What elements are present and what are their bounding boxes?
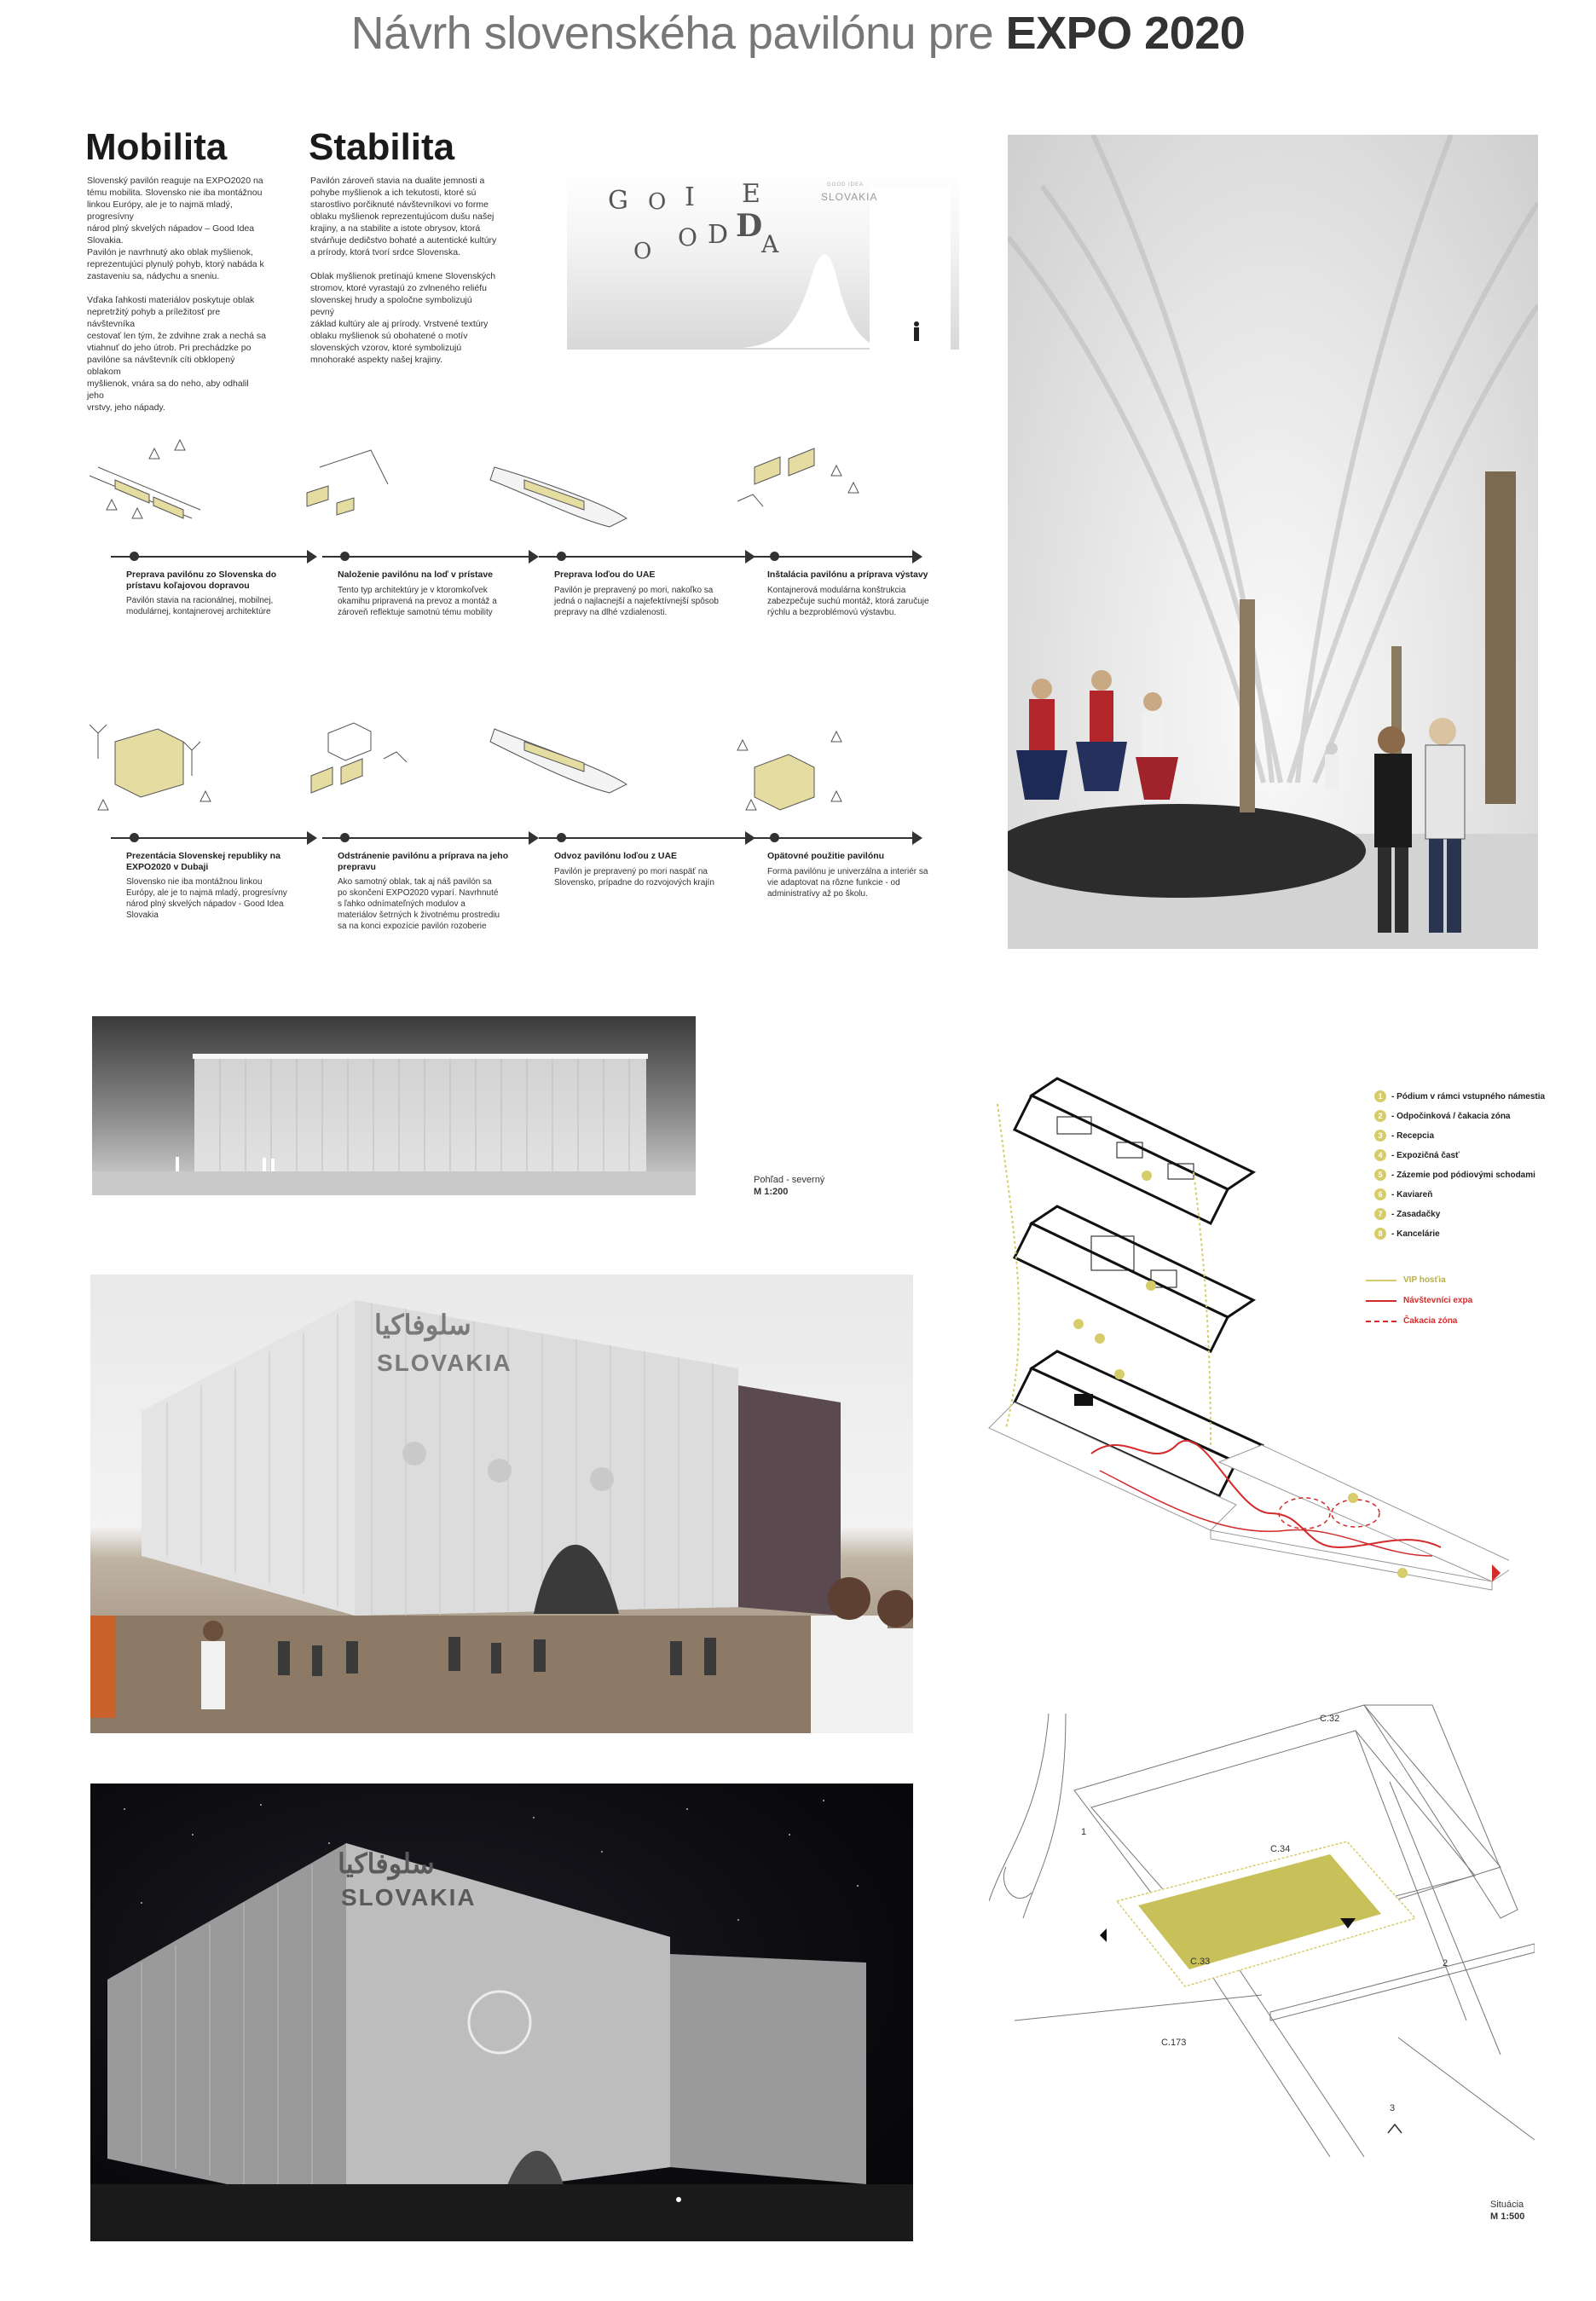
motto-logo-big: SLOVAKIA — [821, 191, 878, 203]
step-desc: Pavilón je prepravený po mori, nakoľko sa jedná o najlacnejší a najefektívnejší spôsob prepravy na dlhé vzdialenosti. — [554, 586, 719, 617]
legend-label: - Expozičná časť — [1391, 1150, 1460, 1160]
motto-letter-a: A — [761, 230, 779, 258]
site-label-c173: C.173 — [1161, 2038, 1187, 2048]
route-swatch-waiting — [1366, 1321, 1396, 1322]
motto-letter-e: E — [742, 179, 760, 209]
legend-label: - Kaviareň — [1391, 1189, 1433, 1200]
step-title: Naloženie pavilónu na loď v prístave — [338, 569, 494, 580]
mobilita-text: Slovenský pavilón reaguje na EXPO2020 na tému mobilita. Slovensko nie iba montážnou linkou Európy, ale je to najmä mladý, progresívny národ plný skvelých nápadov – Good Idea Slovakia. Pavilón je navrhnutý ako oblak myšlienok, reprezentujúci plynulý pohyb, ktorý nabáda k zastaveniu sa, nádychu a sneniu. Vďaka ľahkosti materiálov poskytuje oblak nepretržitý pohyb a príležitosť pre návštevníka cestovať len tým, že zdvihne zrak a nechá sa vtiahnuť do jeho útrob. Pri prechádzke po pavilóne sa návštevník cíti obklopený oblakom myšlienok, vnára sa do neho, aby odhalil jeho vrstvy, jeho nápady. — [87, 176, 266, 413]
mobilita-heading: Mobilita — [85, 126, 228, 168]
legend-item-7 — [1374, 1208, 1440, 1220]
step-title: Preprava pavilónu zo Slovenska do prístavu koľajovou dopravou — [126, 569, 277, 591]
legend-num: 5 — [1374, 1169, 1386, 1181]
legend-item-5 — [1374, 1169, 1535, 1181]
title-main: Návrh slovenskéha pavilónu pre — [350, 8, 1006, 59]
site-caption: Situácia — [1490, 2200, 1524, 2210]
site-label-c33: C.33 — [1190, 1957, 1211, 1967]
interior-drawing — [1008, 135, 1538, 949]
night-exterior-render — [90, 1784, 913, 2241]
legend-num: 4 — [1374, 1149, 1386, 1161]
step-desc: Ako samotný oblak, tak aj náš pavilón sa po skončení EXPO2020 vyparí. Navrhnuté s ľahko odnímateľných modulov a materiálov šetrných k životnému prostrediu sa na konci expozície pavilón rozoberie — [338, 877, 500, 931]
elevation-label: Pohľad - severný — [754, 1175, 825, 1185]
interior-render — [1008, 135, 1538, 949]
legend-num: 8 — [1374, 1228, 1386, 1240]
day-exterior-render — [90, 1275, 913, 1733]
night-signage-latin: SLOVAKIA — [341, 1884, 477, 1911]
legend-item-2 — [1374, 1110, 1511, 1122]
night-signage-arabic: سلوفاكيا — [338, 1848, 435, 1879]
legend-route-vip — [1366, 1275, 1446, 1285]
legend-label: - Odpočinková / čakacia zóna — [1391, 1111, 1511, 1121]
legend-item-1 — [1374, 1090, 1545, 1102]
legend-item-8 — [1374, 1228, 1440, 1240]
step-title: Odvoz pavilónu loďou z UAE — [554, 851, 678, 861]
page-title — [0, 7, 1596, 60]
site-scale: M 1:500 — [1490, 2211, 1525, 2222]
elevation-drawing — [92, 1016, 696, 1195]
motto-letter-o3: O — [633, 239, 652, 264]
step-desc: Forma pavilónu je univerzálna a interiér sa vie adaptovat na rôzne funkcie - od administratívy až po školu. — [767, 867, 928, 899]
step-desc: Slovensko nie iba montážnou linkou Európy, ale je to najmä mladý, progresívny národ plný skvelých nápadov - Good Idea Slovakia — [126, 877, 287, 920]
legend-num: 6 — [1374, 1188, 1386, 1200]
motto-letter-d: D — [708, 220, 729, 250]
step-title: Odstránenie pavilónu a príprava na jeho prepravu — [338, 851, 509, 872]
route-swatch-visitors — [1366, 1300, 1396, 1302]
step-desc: Tento typ architektúry je v ktoromkoľvek okamihu pripravená na prevoz a montáž a zároveň reflektuje samotnú tému mobility — [338, 586, 497, 617]
motto-letter-o: O — [648, 189, 667, 215]
day-render-drawing — [90, 1275, 913, 1733]
legend-num: 7 — [1374, 1208, 1386, 1220]
motto-letter-i: I — [685, 182, 695, 212]
title-bold: EXPO 2020 — [1005, 8, 1246, 59]
dancers — [1016, 670, 1178, 800]
day-signage-latin: SLOVAKIA — [377, 1350, 512, 1376]
legend-num: 2 — [1374, 1110, 1386, 1122]
step-title: Prezentácia Slovenskej republiky na EXPO2020 v Dubaji — [126, 851, 280, 872]
stabilita-heading: Stabilita — [309, 126, 455, 168]
legend-num: 3 — [1374, 1130, 1386, 1142]
site-plan-drawing — [989, 1697, 1535, 2157]
step-title: Opätovné použitie pavilónu — [767, 851, 885, 861]
site-label-2: 2 — [1443, 1958, 1449, 1969]
motto-letter-d2: D — [736, 208, 763, 244]
legend-label: - Recepcia — [1391, 1130, 1435, 1141]
site-label-1: 1 — [1081, 1827, 1087, 1837]
process-icons-row-1 — [81, 433, 1036, 535]
stabilita-text: Pavilón zároveň stavia na dualite jemnosti a pohybe myšlienok a ich tekutosti, ktoré sú starostlivo porčiknuté návštevníkovi vo forme oblaku myšlienok reprezentujúcom dušu našej krajiny, a na stabilite a istote obrysov, ktorá stvárňuje dedičstvo bohaté a autentické kultúry a prírody, ktorá tvorí srdce Slovenska. Oblak myšlienok pretínajú kmene Slovenských stromov, ktoré vyrastajú zo zvlneného reliéfu slovenskej hrudy a spoločne symbolizujú pevný základ kultúry ale aj prírody. Vrstvené textúry oblaku myšlienok sú obohatené o motív slovenských vzorov, ktoré symbolizujú mnohoraké aspekty našej krajiny. — [310, 176, 497, 365]
night-render-drawing — [90, 1784, 913, 2241]
motto-logo-small: GOOD IDEA — [827, 182, 864, 188]
legend-num: 1 — [1374, 1090, 1386, 1102]
legend-route-visitors — [1366, 1296, 1472, 1305]
route-label: VIP hosťia — [1403, 1275, 1446, 1285]
legend-route-waiting — [1366, 1316, 1457, 1326]
legend-item-6 — [1374, 1188, 1432, 1200]
legend-item-4 — [1374, 1149, 1460, 1161]
route-swatch-vip — [1366, 1280, 1396, 1281]
legend-label: - Zasadačky — [1391, 1209, 1441, 1219]
legend-item-3 — [1374, 1130, 1434, 1142]
legend-label: - Kancelárie — [1391, 1229, 1440, 1239]
motto-letter-g: G — [608, 186, 628, 216]
north-elevation-drawing — [92, 1016, 696, 1195]
site-label-c34: C.34 — [1270, 1844, 1291, 1854]
step-desc: Pavilón je prepravený po mori naspäť na Slovensko, prípadne do rozvojových krajín — [554, 867, 714, 887]
step-title: Preprava loďou do UAE — [554, 569, 656, 580]
legend-label: - Pódium v rámci vstupného námestia — [1391, 1091, 1546, 1101]
step-desc: Kontajnerová modulárna konštrukcia zabezpečuje suchú montáž, ktorá zaručuje rýchlu a bezproblémovú výstavbu. — [767, 586, 929, 617]
motto-letter-o2: O — [678, 223, 697, 251]
legend-label: - Zázemie pod pódiovými schodami — [1391, 1170, 1535, 1180]
day-signage-arabic: سلوفاكيا — [374, 1309, 471, 1340]
site-label-3: 3 — [1390, 2103, 1396, 2113]
good-idea-motto-illustration — [567, 171, 959, 350]
elevation-scale: M 1:200 — [754, 1187, 789, 1197]
step-desc: Pavilón stavia na racionálnej, mobilnej, modulárnej, kontajnerovej architektúre — [126, 596, 274, 616]
step-title: Inštalácia pavilónu a príprava výstavy — [767, 569, 928, 580]
site-label-c32: C.32 — [1320, 1714, 1340, 1724]
route-label: Návštevníci expa — [1403, 1296, 1473, 1305]
route-label: Čakacia zóna — [1403, 1316, 1458, 1326]
process-icons-row-2 — [81, 716, 1036, 827]
